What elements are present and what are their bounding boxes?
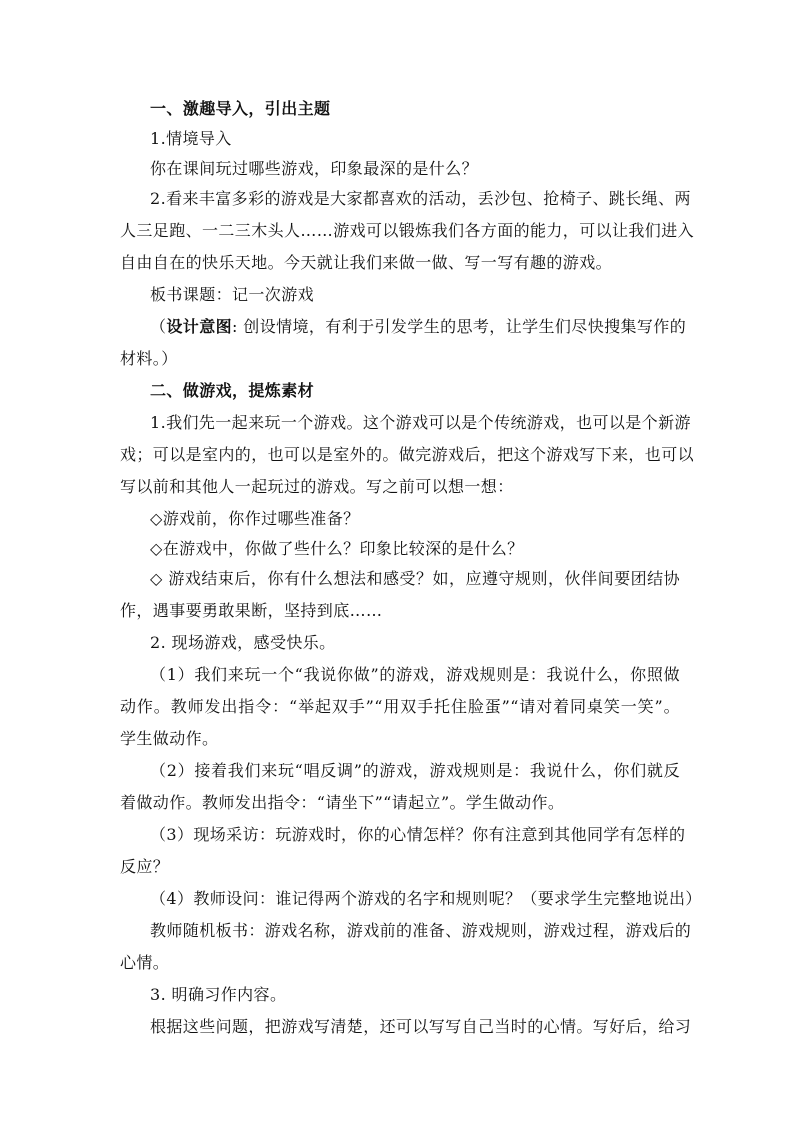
paragraph-line: 人三足跑、一二三木头人……游戏可以锻炼我们各方面的能力，可以让我们进入 xyxy=(120,221,695,240)
numbered-item: 2. 现场游戏，感受快乐。 xyxy=(150,633,336,652)
paragraph-line: 戏；可以是室内的，也可以是室外的。做完游戏后，把这个游戏写下来，也可以 xyxy=(120,445,695,464)
intro-question: 你在课间玩过哪些游戏，印象最深的是什么？ xyxy=(150,159,479,178)
paragraph-line: 学生做动作。 xyxy=(120,729,219,748)
paragraph-line: 自由自在的快乐天地。今天就让我们来做一做、写一写有趣的游戏。 xyxy=(120,253,613,272)
diamond-item: ◇ 游戏结束后，你有什么想法和感受？如，应遵守规则，伙伴间要团结协 xyxy=(150,569,680,588)
section-heading-1: 一、激趣导入，引出主题 xyxy=(150,99,331,118)
paragraph-line: 根据这些问题，把游戏写清楚，还可以写写自己当时的心情。写好后，给习 xyxy=(150,1017,692,1036)
paragraph-line: （4）教师设问：谁记得两个游戏的名字和规则呢？（要求学生完整地说出） xyxy=(150,889,702,908)
paragraph-line: 作，遇事要勇敢果断，坚持到底…… xyxy=(120,601,383,620)
subheading-situation-intro: 1.情境导入 xyxy=(150,129,232,148)
paragraph-line: 教师随机板书：游戏名称，游戏前的准备、游戏规则，游戏过程，游戏后的 xyxy=(150,921,692,940)
paragraph-line: 着做动作。教师发出指令：“请坐下”“请起立”。学生做动作。 xyxy=(120,793,565,812)
design-intent-text: : 创设情境，有利于引发学生的思考，让学生们尽快搜集写作的 xyxy=(232,317,687,336)
paragraph-line: 心情。 xyxy=(120,953,170,972)
board-title: 板书课题：记一次游戏 xyxy=(150,285,315,304)
paragraph-line: （3）现场采访：玩游戏时，你的心情怎样？你有注意到其他同学有怎样的 xyxy=(150,825,686,844)
paragraph-line: 材料。） xyxy=(120,349,178,368)
paragraph-line: 反应？ xyxy=(120,857,170,876)
paragraph-line: 2.看来丰富多彩的游戏是大家都喜欢的活动，丢沙包、抢椅子、跳长绳、两 xyxy=(150,189,691,208)
paragraph-line: （2）接着我们来玩“唱反调”的游戏，游戏规则是：我说什么，你们就反 xyxy=(150,761,680,780)
design-open-paren: （ xyxy=(150,317,167,336)
diamond-item: ◇在游戏中，你做了些什么？印象比较深的是什么？ xyxy=(150,539,524,558)
paragraph-line: （1）我们来玩一个“我说你做”的游戏，游戏规则是：我说什么，你照做 xyxy=(150,665,680,684)
paragraph-line: 写以前和其他人一起玩过的游戏。写之前可以想一想： xyxy=(120,477,514,496)
design-intent-line xyxy=(150,317,687,337)
diamond-item: ◇游戏前，你作过哪些准备？ xyxy=(150,509,360,528)
section-heading-2: 二、做游戏，提炼素材 xyxy=(150,381,315,400)
paragraph-line: 1.我们先一起来玩一个游戏。这个游戏可以是个传统游戏，也可以是个新游 xyxy=(150,413,691,432)
design-intent-label: 设计意图 xyxy=(166,317,233,336)
numbered-item: 3. 明确习作内容。 xyxy=(150,985,287,1004)
paragraph-line: 动作。教师发出指令：“举起双手”“用双手托住脸蛋”“请对着同桌笑一笑”。 xyxy=(120,697,680,716)
